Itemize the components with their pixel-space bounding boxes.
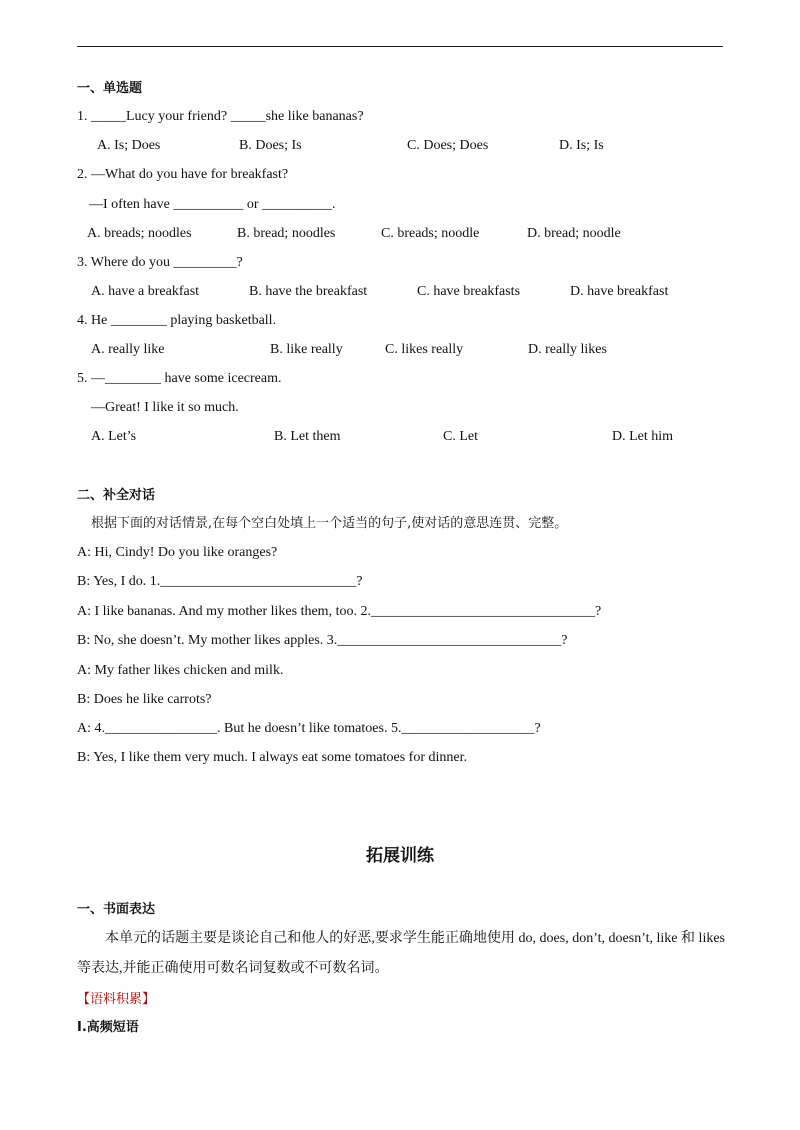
q3-option-d: D. have breakfast	[570, 284, 669, 299]
q3-option-c: C. have breakfasts	[417, 284, 521, 299]
dialogue-line-1: A: Hi, Cindy! Do you like oranges?	[77, 545, 278, 560]
header-rule	[77, 46, 723, 47]
question-1-stem: 1. _____Lucy your friend? _____she like bananas?	[77, 109, 364, 124]
extension-paragraph: 本单元的话题主要是谈论自己和他人的好恶,要求学生能正确地使用 do, does, don’t, doesn’t, like 和 likes 等表达,并能正确使用可数名词复数或不可数名词。	[77, 931, 725, 976]
q1-option-b: B. Does; Is	[239, 138, 302, 153]
extension-heading: 一、书面表达	[77, 902, 156, 917]
question-3-stem: 3. Where do you _________?	[77, 255, 243, 270]
q4-option-c: C. likes really	[385, 342, 464, 357]
q3-option-a: A. have a breakfast	[91, 284, 200, 299]
q2-option-c: C. breads; noodle	[381, 226, 480, 241]
q2-option-b: B. bread; noodles	[237, 226, 336, 241]
question-2-stem-2: —I often have __________ or __________.	[89, 197, 336, 212]
q4-option-b: B. like really	[270, 342, 343, 357]
dialogue-line-7: A: 4.________________. But he doesn’t like tomatoes. 5.___________________?	[77, 721, 541, 736]
question-5-stem-2: —Great! I like it so much.	[91, 400, 239, 415]
corpus-tag: 【语料积累】	[77, 991, 156, 1006]
q5-option-b: B. Let them	[274, 429, 341, 444]
q5-option-c: C. Let	[443, 429, 478, 444]
dialogue-line-5: A: My father likes chicken and milk.	[77, 663, 284, 678]
q1-option-c: C. Does; Does	[407, 138, 489, 153]
q4-option-a: A. really like	[91, 342, 165, 357]
question-4-stem: 4. He ________ playing basketball.	[77, 313, 277, 328]
dialogue-line-2: B: Yes, I do. 1.____________________________?	[77, 574, 363, 589]
q3-option-b: B. have the breakfast	[249, 284, 368, 299]
q2-option-a: A. breads; noodles	[87, 226, 192, 241]
dialogue-line-6: B: Does he like carrots?	[77, 692, 212, 707]
dialogue-line-8: B: Yes, I like them very much. I always eat some tomatoes for dinner.	[77, 750, 467, 765]
q1-option-a: A. Is; Does	[97, 138, 161, 153]
section2-heading: 二、补全对话	[77, 488, 156, 503]
extension-subheading: Ⅰ.高频短语	[77, 1020, 139, 1035]
q4-option-d: D. really likes	[528, 342, 607, 357]
q2-option-d: D. bread; noodle	[527, 226, 621, 241]
section1-heading: 一、单选题	[77, 81, 143, 96]
question-2-stem: 2. —What do you have for breakfast?	[77, 167, 289, 182]
q5-option-d: D. Let him	[612, 429, 674, 444]
extension-title: 拓展训练	[366, 846, 434, 866]
question-5-stem: 5. —________ have some icecream.	[77, 371, 282, 386]
dialogue-line-3: A: I like bananas. And my mother likes them, too. 2.________________________________?	[77, 604, 602, 619]
q5-option-a: A. Let’s	[91, 429, 137, 444]
q1-option-d: D. Is; Is	[559, 138, 604, 153]
dialogue-line-4: B: No, she doesn’t. My mother likes apples. 3.________________________________?	[77, 633, 568, 648]
section2-instruction: 根据下面的对话情景,在每个空白处填上一个适当的句子,使对话的意思连贯、完整。	[91, 516, 568, 531]
